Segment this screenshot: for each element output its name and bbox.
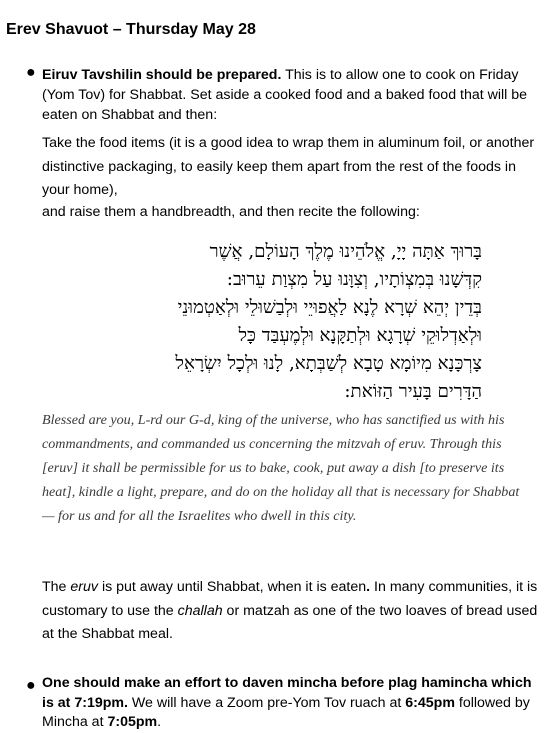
mincha-text: . — [157, 714, 162, 730]
mincha-paragraph — [42, 674, 540, 733]
note-challah-term: challah — [177, 602, 223, 619]
ruach-time: 6:45pm — [405, 694, 455, 711]
hebrew-line: הַדָּרִים בָּעִיר הַזּוֹאת: — [344, 381, 482, 402]
hebrew-blessing — [87, 238, 482, 406]
hebrew-line: צָרְכָּנָא מִיוֹמָא טָבָא לְשַׁבְּתָא, לָנוּ וּלְכָל יִשְׂרָאֵל — [175, 353, 482, 374]
hebrew-line: בָּרוּךְ אַתָּה יָיָ, אֱלֹהֵינוּ מֶלֶךְ הָעוֹלָם, אֲשֶׁר — [209, 241, 482, 262]
mincha-time: 7:05pm — [107, 714, 158, 730]
note-eruv-term: eruv — [70, 579, 98, 595]
note-text: In many communities, it is customary to use the — [42, 579, 538, 619]
note-text: The — [42, 579, 71, 595]
note-text: is put away until Shabbat, when it is eaten — [98, 579, 367, 595]
bullet-icon: ● — [26, 677, 36, 694]
hebrew-line: וּלְאַדְלוּקֵי שְׁרָגָא וּלְתַקָּנָא וּלְמֶעְבַּד כָּל — [238, 325, 482, 346]
note-period: . — [366, 579, 371, 595]
mincha-text: We will have a Zoom pre-Yom Tov ruach at — [127, 694, 406, 711]
english-translation: Blessed are you, L-rd our G-d, king of the universe, who has sanctified us with his commandments, and commanded us concerning the mitzvah of eruv. Through this [eruv] it shall be permissible for us to bake, cook, put away a dish [to preserve its heat], kindle a light, prepare, and do on the holiday all that is necessary for Shabbat — for us and for all the Israelites who dwell in this city. — [42, 412, 520, 524]
page-title: Erev Shavuot – Thursday May 28 — [6, 21, 256, 38]
eruv-note-paragraph — [42, 576, 540, 647]
bullet-icon: ● — [26, 64, 36, 81]
note-text: or matzah as one of the two loaves of bread used at the Shabbat meal. — [42, 602, 538, 642]
mincha-text: followed by Mincha at — [42, 694, 530, 730]
eiruv-intro-text: This is to allow one to cook on Friday (Yom Tov) for Shabbat. Set aside a cooked food and a baked food that will be eaten on Shabbat and then: — [42, 67, 528, 123]
eiruv-intro-paragraph — [42, 65, 540, 125]
eiruv-heading: Eiruv Tavshilin should be prepared. — [42, 67, 282, 83]
mincha-heading: One should make an effort to daven mincha before plag hamincha which is at 7:19pm. — [42, 675, 532, 711]
eiruv-instruction: Take the food items (it is a good idea to wrap them in aluminum foil, or another distinctive packaging, to easily keep them apart from the rest of the foods in your home), — [42, 135, 535, 198]
hebrew-line: קִדְּשָׁנוּ בְּמִצְוֹתָיו, וְצִוָּנוּ עַל מִצְוַת עֵרוּב: — [226, 269, 482, 290]
eiruv-raise-text: and raise them a handbreadth, and then recite the following: — [42, 204, 420, 220]
hebrew-line: בְּדֵין יְהֵא שְׁרָא לֶנָא לַאֲפוּיֵי וּלְבַשׁוּלֵי וּלְאַטְמוּנֵי — [177, 297, 482, 318]
